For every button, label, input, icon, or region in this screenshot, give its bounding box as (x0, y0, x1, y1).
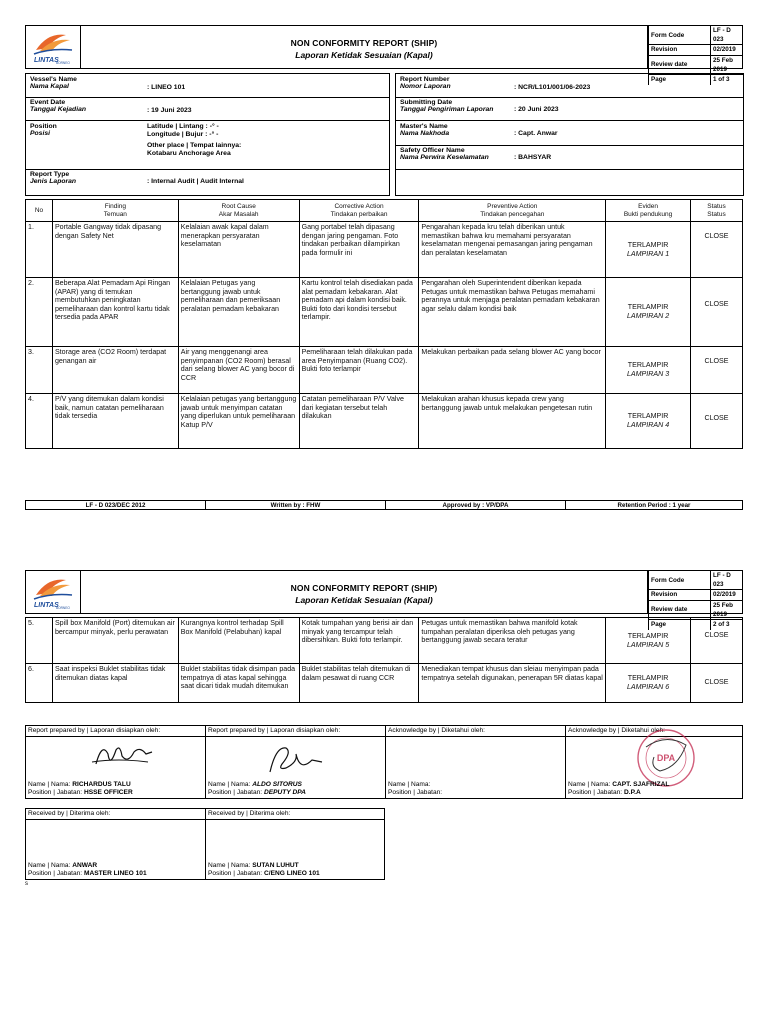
vessel-name: : LINEO 101 (147, 84, 186, 91)
signature-cell-1: Name | Nama: RICHARDUS TALU Position | Jabatan: HSSE OFFICER (26, 737, 206, 799)
vessel-info-box: Vessel's Name Nama Kapal : LINEO 101 Event Date Tanggal Kejadian : 19 Juni 2023 Position Posisi Latitude | Lintang : -° - Longitude | Bujur : -° - Other place | Tempat lainnya: Kotabaru Anchorage Area Report Type Jenis Laporan : Internal Audit | Audit Internal (25, 73, 390, 196)
signature-1 (88, 740, 158, 772)
signature-cell-2: Name | Nama: ALDO SITORUS Position | Jabatan: DEPUTY DPA (206, 737, 386, 799)
findings-table-continued (25, 617, 743, 703)
table-row: 5. Spill box Manifold (Port) ditemukan air bercampur minyak, perlu perawatan Kurangnya kontrol terhadap Spill Box Manifold (Pelabuhan) kapal Kotak tumpahan yang berisi air dan minyak yang tercampur telah dibersihkan. Bukti foto terlampir. Petugas untuk memastikan bahwa manifold kotak tumpahan peralatan diperiksa oleh petugas yang bertanggung jawab secara teratur TERLAMPIR LAMPIRAN 5 CLOSE (26, 618, 743, 664)
table-row: 4. P/V yang ditemukan dalam kondisi baik, namun catatan pemeliharaan tidak tersedia Kelalaian petugas yang bertanggung jawab untuk menyimpan catatan yang diperlukan untuk pemeliharaan Katup P/V Catatan pemeliharaan P/V Valve dari kegiatan tersebut telah dilakukan Melakukan arahan khusus kepada crew yang bertanggung jawab untuk melakukan pengetesan rutin TERLAMPIR LAMPIRAN 4 CLOSE (26, 394, 743, 449)
svg-text:BORNEO: BORNEO (56, 606, 70, 610)
table-header-row: No Finding Temuan Root Cause Akar Masalah Corrective Action Tindakan perbaikan Preventive Action Tindakan pencegahan Eviden Bukti pendukung Status Status (26, 200, 743, 222)
report-type: : Internal Audit | Audit Internal (147, 178, 244, 185)
master-name: : Capt. Anwar (514, 130, 558, 137)
table-row: 1. Portable Gangway tidak dipasang dengan Safety Net Kelalaian awak kapal dalam menerapkan persyaratan keselamatan Gang portabel telah dipasang dengan jaring pengaman. Foto tindakan perbaikan dilampirkan pada formulir ini Pengarahan kepada kru telah diberikan untuk memastikan bahwa kru memahami persyaratan keselamatan mengenai pemasangan jaring pengaman dan peralatan keselamatan TERLAMPIR LAMPIRAN 1 CLOSE (26, 222, 743, 278)
received-table: Received by | Diterima oleh: Received by | Diterima oleh: Name | Nama: ANWAR Position | Jabatan: MASTER LINEO 101 Name | Nama: SUTAN LUHUT Position | Jabatan: C/ENG LINEO 101 (25, 808, 385, 880)
company-logo (26, 571, 81, 613)
position-details: Latitude | Lintang : -° - Longitude | Bujur : -° - Other place | Tempat lainnya: Kotabaru Anchorage Area (147, 123, 242, 158)
signature-table: Report prepared by | Laporan disiapkan oleh: Report prepared by | Laporan disiapkan oleh: Acknowledge by | Diketahui oleh: Acknowledge by | Diketahui oleh: Name | Nama: RICHARDUS TALU Position | Jabatan: HSSE OFFICER Name | Nama: ALDO SITORUS Position | Jabatan: DEPUTY DPA Name | Nama: Position | Jabatan: DPA Name | Nama: CAPT. SJAFRIZAL Position | Jabatan: D.P.A (25, 725, 743, 799)
svg-text:LINTAS: LINTAS (34, 602, 59, 609)
svg-text:BORNEO: BORNEO (56, 61, 70, 65)
document-control-table: Form Code LF - D 023 Revision 02/2019 Review date 25 Feb 2019 Page 1 of 3 (648, 26, 743, 85)
document-control-table: Form Code LF - D 023 Revision 02/2019 Review date 25 Feb 2019 Page 2 of 3 (648, 571, 743, 630)
table-row: 3. Storage area (CO2 Room) terdapat genangan air Air yang menggenangi area penyimpanan (CO2 Room) berasal dari selang blower AC yang bocor di CCR Pemeliharaan telah dilakukan pada area Penyimpanan (Ruang CO2). Bukti foto terlampir Melakukan perbaikan pada selang blower AC yang bocor TERLAMPIR LAMPIRAN 3 CLOSE (26, 347, 743, 394)
signature-2 (256, 742, 326, 776)
report-title (81, 26, 648, 68)
report-number: : NCR/L101/001/06-2023 (514, 84, 591, 91)
page1-header (25, 25, 743, 83)
table-row: 6. Saat inspeksi Buklet stabilitas tidak ditemukan diatas kapal Buklet stabilitas tidak disimpan pada tempatnya di atas kapal sehingga saat dicari tidak mudah ditemukan Buklet stabilitas telah ditemukan di dalam pesawat di ruang CCR Menediakan tempat khusus dan sleiau menyimpan pada tempatnya setelah digunakan, penerapan 5R diatas kapal TERLAMPIR LAMPIRAN 6 CLOSE (26, 664, 743, 703)
table-row: 2. Beberapa Alat Pemadam Api Ringan (APAR) yang di temukan membutuhkan peningkatan pemeliharaan dan kontrol kartu tidak tersedia pada APAR Kelalaian Petugas yang bertanggung jawab untuk pemeliharaan dan pemeriksaan peralatan pemadam kebakaran Kartu kontrol telah disediakan pada alat pemadam kebakaran. Alat pemadam api dalam kondisi baik. Bukti foto dari kondisi tersebut terlampir. Pengarahan oleh Superintendent diberikan kepada Petugas untuk memastikan bahwa Petugas memahami perannya untuk menjaga peralatan pemadam kebakaran agar selalu dalam kondisi baik TERLAMPIR LAMPIRAN 2 CLOSE (26, 278, 743, 347)
signature-cell-3: Name | Nama: Position | Jabatan: (386, 737, 566, 799)
title-text: NON CONFORMITY REPORT (SHIP) (290, 38, 438, 48)
page2-header (25, 570, 743, 628)
report-info-box: Report Number Nomor Laporan : NCR/L101/001/06-2023 Submitting Date Tanggal Pengiriman Laporan : 20 Juni 2023 Master's Name Nama Nakhoda : Capt. Anwar Safety Officer Name Nama Perwira Keselamatan : BAHSYAR (395, 73, 744, 196)
received-cell-1: Name | Nama: ANWAR Position | Jabatan: MASTER LINEO 101 (26, 820, 206, 880)
submitting-date: : 20 Juni 2023 (514, 106, 559, 113)
findings-table (25, 199, 743, 449)
safety-officer-name: : BAHSYAR (514, 154, 552, 161)
svg-text:DPA: DPA (656, 753, 676, 764)
page-mark: s (25, 881, 28, 887)
svg-text:LINTAS: LINTAS (34, 57, 59, 64)
subtitle-text: Laporan Ketidak Sesuaian (Kapal) (295, 50, 433, 60)
page-footer: LF - D 023/DEC 2012 Written by : FHW Approved by : VP/DPA Retention Period : 1 year (25, 500, 743, 510)
event-date: : 19 Juni 2023 (147, 107, 192, 114)
signature-cell-4: DPA Name | Nama: CAPT. SJAFRIZAL Position | Jabatan: D.P.A (566, 737, 743, 799)
received-cell-2: Name | Nama: SUTAN LUHUT Position | Jabatan: C/ENG LINEO 101 (206, 820, 385, 880)
report-title: NON CONFORMITY REPORT (SHIP) Laporan Ketidak Sesuaian (Kapal) (81, 571, 648, 613)
company-logo (26, 26, 81, 68)
